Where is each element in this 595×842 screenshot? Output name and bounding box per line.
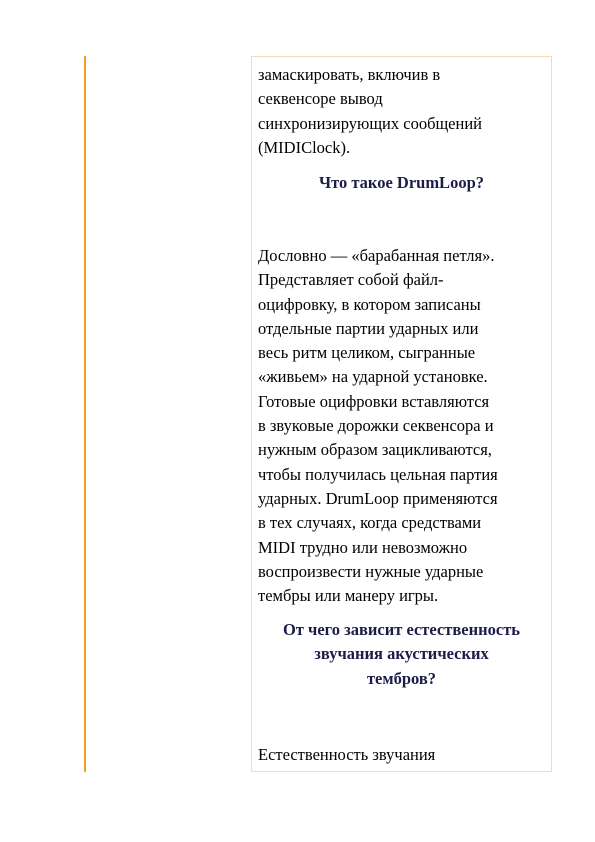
intro-paragraph bbox=[258, 63, 482, 160]
text-line: Дословно — «барабанная петля». bbox=[258, 246, 495, 265]
text-line: замаскировать, включив в bbox=[258, 65, 441, 84]
text-line: нужным образом зацикливаются, bbox=[258, 440, 492, 460]
text-line: чтобы получилась цельная партия bbox=[258, 464, 498, 484]
margin-rule bbox=[84, 56, 86, 772]
text-line: синхронизирующих сообщений bbox=[258, 113, 482, 133]
text-line: тембры или манеру игры. bbox=[258, 586, 439, 606]
drumloop-paragraph bbox=[258, 244, 498, 608]
heading-line: звучания акустических bbox=[314, 644, 489, 664]
text-line: воспроизвести нужные ударные bbox=[258, 561, 484, 581]
text-line: (MIDIClock). bbox=[258, 137, 351, 157]
text-line: Естественность звучания bbox=[258, 745, 436, 764]
heading-line: От чего зависит естественность bbox=[282, 620, 521, 639]
text-line: Представляет собой файл- bbox=[258, 270, 444, 290]
text-line: секвенсоре вывод bbox=[258, 89, 383, 109]
text-line: MIDI трудно или невозможно bbox=[258, 537, 468, 557]
text-line: Готовые оцифровки вставляются bbox=[258, 391, 490, 411]
text-line: ударных. DrumLoop применяются bbox=[258, 488, 498, 508]
text-frame bbox=[251, 56, 552, 772]
text-line: оцифровку, в котором записаны bbox=[258, 294, 481, 314]
naturalness-paragraph bbox=[258, 743, 435, 767]
section-heading-naturalness bbox=[252, 618, 551, 691]
heading-line: тембров? bbox=[366, 668, 437, 688]
text-line: «живьем» на ударной установке. bbox=[258, 367, 488, 387]
section-heading-drumloop: Что такое DrumLoop? bbox=[318, 173, 484, 192]
text-line: в звуковые дорожки секвенсора и bbox=[258, 416, 494, 436]
text-line: отдельные партии ударных или bbox=[258, 318, 479, 338]
text-line: весь ритм целиком, сыгранные bbox=[258, 343, 476, 363]
text-line: в тех случаях, когда средствами bbox=[258, 513, 482, 533]
